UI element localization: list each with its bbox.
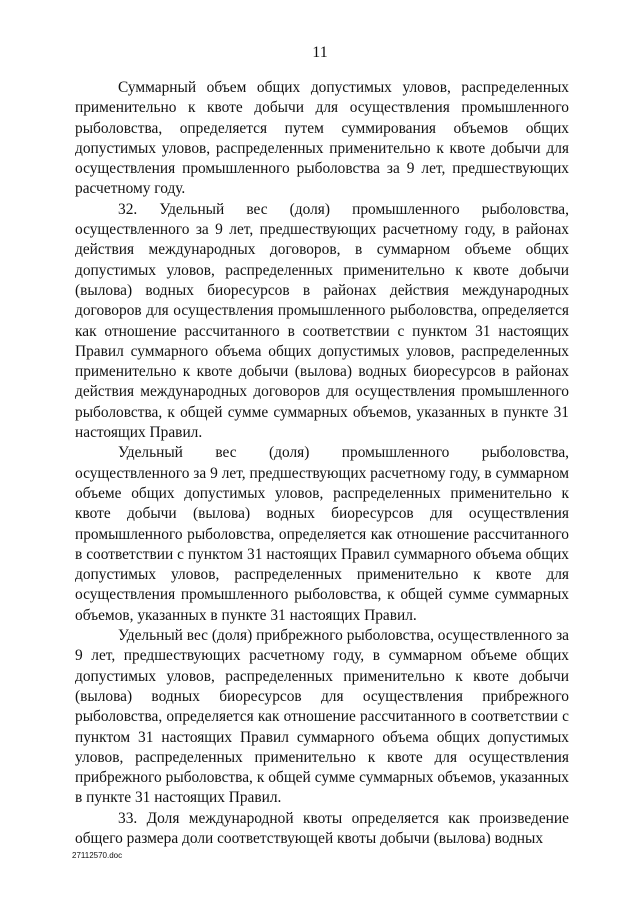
paragraph-total-tac-industrial: Суммарный объем общих допустимых уловов, распределенных применительно к квоте добычи для осуществления промышленного рыболовства, определяется путем суммирования объемов общих допустимых уловов, распределенных применительно к квоте добычи для осуществления промышленного рыболовства за 9 лет, предшествующих расчетному году.: [75, 79, 569, 198]
paragraph-coastal-share: Удельный вес (доля) прибрежного рыболовства, осуществленного за 9 лет, предшествующих расчетному году, в суммарном объеме общих допустимых уловов, распределенных применительно к квоте добычи (вылова) водных биоресурсов для осуществления прибрежного рыболовства, определяется как отношение рассчитанного в соответствии с пунктом 31 настоящих Правил суммарного объема общих допустимых уловов, распределенных применительно к квоте для осуществления прибрежного рыболовства, к общей сумме суммарных объемов, указанных в пункте 31 настоящих Правил.: [75, 627, 569, 807]
paragraph-item-33: 33. Доля международной квоты определяется как произведение общего размера доли соответствующей квоты добычи (вылова) водных: [75, 809, 569, 847]
paragraph-item-32: 32. Удельный вес (доля) промышленного рыболовства, осуществленного за 9 лет, предшествующих расчетному году, в районах действия международных договоров, в суммарном объеме общих допустимых уловов, распределенных применительно к квоте добычи (вылова) водных биоресурсов в районах действия международных договоров для осуществления промышленного рыболовства, определяется как отношение рассчитанного в соответствии с пунктом 31 настоящих Правил суммарного объема общих допустимых уловов, распределенных применительно к квоте добычи (вылова) водных биоресурсов в районах действия международных договоров для осуществления промышленного рыболовства, к общей сумме суммарных объемов, указанных в пункте 31 настоящих Правил.: [75, 200, 569, 442]
paragraph-industrial-share: Удельный вес (доля) промышленного рыболовства, осуществленного за 9 лет, предшествующих расчетному году, в суммарном объеме общих допустимых уловов, распределенных применительно к квоте добычи (вылова) водных биоресурсов для осуществления промышленного рыболовства, определяется как отношение рассчитанного в соответствии с пунктом 31 настоящих Правил суммарного объема общих допустимых уловов, распределенных применительно к квоте для осуществления промышленного рыболовства, к общей сумме суммарных объемов, указанных в пункте 31 настоящих Правил.: [75, 444, 569, 624]
document-body: [75, 78, 569, 849]
page-number: 11: [312, 44, 328, 61]
footer-document-id: 27112570.doc: [72, 851, 123, 860]
